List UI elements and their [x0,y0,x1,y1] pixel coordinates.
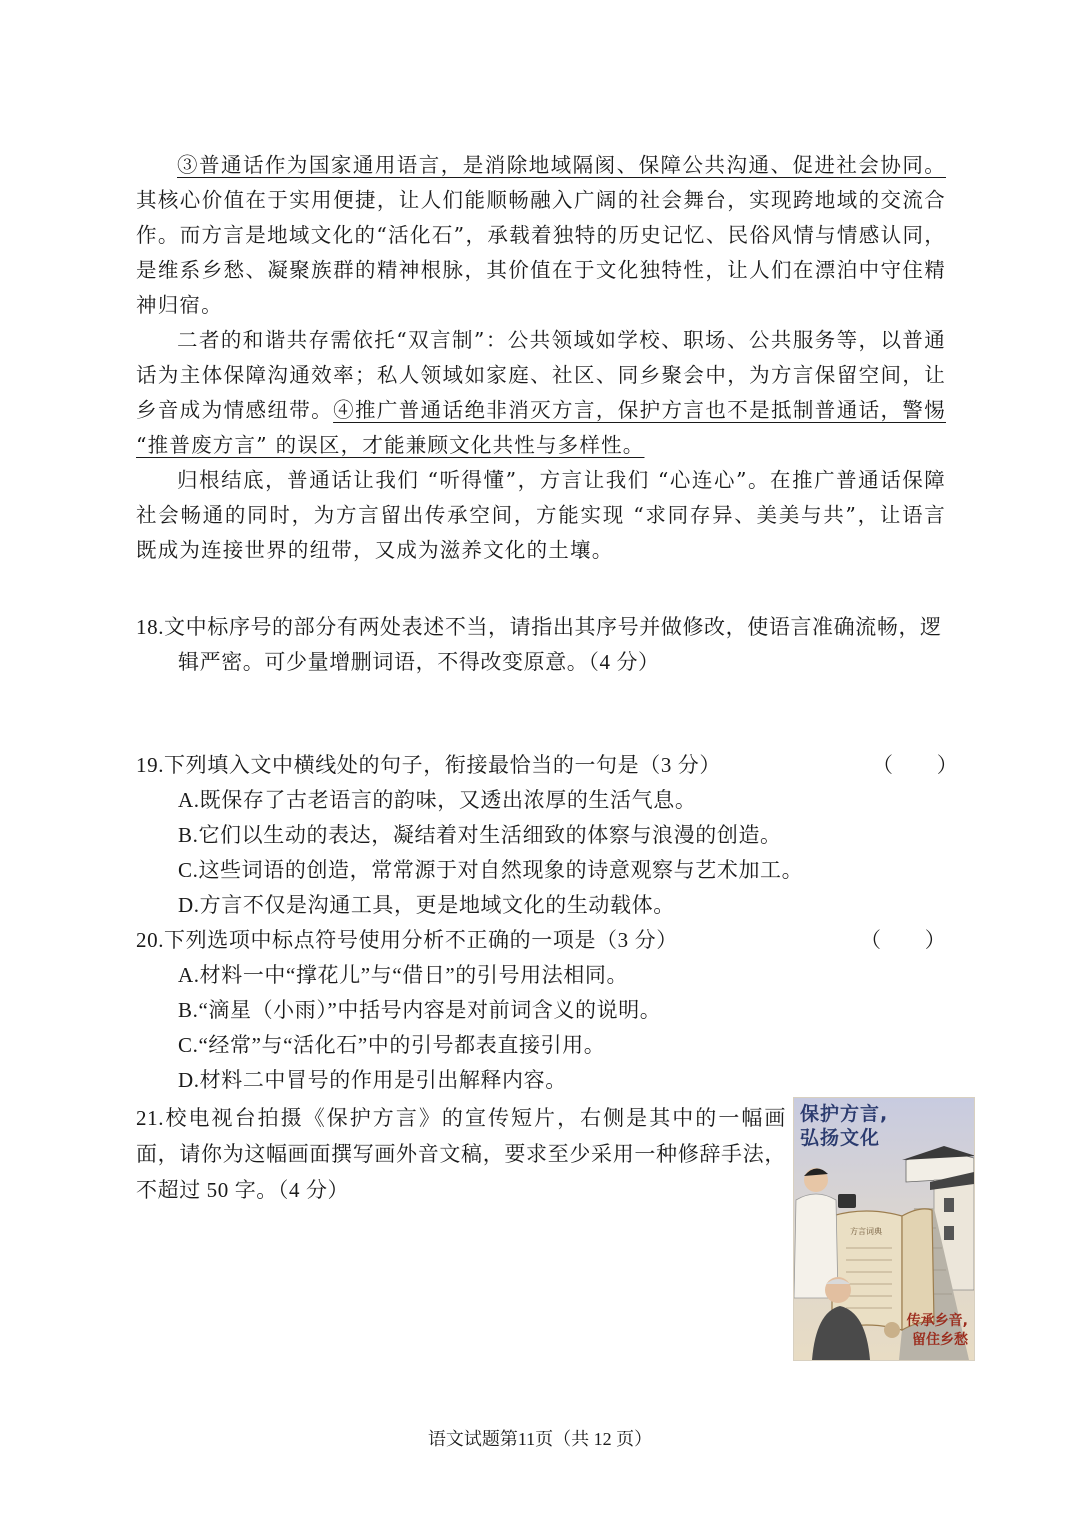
promo-poster [793,1097,975,1361]
book-title: 方言词典 [850,1227,882,1236]
passage-text: 二者的和谐共存需依托“双言制”：公共领域如学校、职场、公共服务等，以普通话为主体保障沟通效率；私人领域如家庭、社区、同乡聚会中，为方言保留空间，让乡音成为情感纽带。 [136,328,946,422]
passage-paragraph-1 [136,148,946,323]
poster-title-line-2: 弘扬文化 [800,1127,881,1149]
page-footer: 语文试题第11页（共 12 页） [427,1429,653,1449]
poster-slogan-line-2: 留住乡愁 [912,1332,968,1348]
question-21: 21.校电视台拍摄《保护方言》的宣传短片，右侧是其中的一幅画面，请你为这幅画面撰写画外音文稿，要求至少采用一种修辞手法，不超过 50 字。（4 分） [136,1106,786,1202]
underlined-sentence-4: ④推广普通话绝非消灭方言，保护方言也不是抵制普通话，警惕 “推普废方言” 的误区，才能兼顾文化共性与多样性。 [136,398,946,457]
question-19-stem [136,748,959,783]
teacup-icon [884,1322,900,1338]
question-19-stem-text: 19.下列填入文中横线处的句子，衔接最恰当的一句是（3 分） [136,753,721,777]
option-b: B.它们以生动的表达，凝结着对生活细致的体察与浪漫的创造。 [178,823,782,847]
passage-paragraph-3: 归根结底，普通话让我们 “听得懂”，方言让我们 “心连心”。在推广普通话保障社会畅通的同时，为方言留出传承空间，方能实现 “求同存异、美美与共”，让语言既成为连接世界的纽带，又成为滋养文化的土壤。 [136,468,946,562]
option-c: C.“经常”与“活化石”中的引号都表直接引用。 [178,1033,606,1057]
underlined-sentence-3: ③普通话作为国家通用语言，是消除地域隔阂、保障公共沟通、促进社会协同。 [177,153,946,177]
poster-title [800,1102,888,1150]
passage-text: 其核心价值在于实用便捷，让人们能顺畅融入广阔的社会舞台，实现跨地域的交流合作。而方言是地域文化的“活化石”，承载着独特的历史记忆、民俗风情与情感认同，是维系乡愁、凝聚族群的精神根脉，其价值在于文化独特性，让人们在漂泊中守住精神归宿。 [136,188,946,317]
passage-paragraph-2 [136,323,946,463]
question-18-line-2: 辑严密。可少量增删词语，不得改变原意。（4 分） [178,650,660,674]
answer-bracket-20[interactable]: （ ） [860,928,947,952]
phone-icon [838,1194,856,1208]
option-d: D.方言不仅是沟通工具，更是地域文化的生动载体。 [178,893,675,917]
question-18-line-1: 18.文中标序号的部分有两处表述不当，请指出其序号并做修改，使语言准确流畅，逻 [136,615,942,639]
question-20 [136,923,948,1098]
option-a: A.材料一中“撑花儿”与“借日”的引号用法相同。 [178,963,629,987]
answer-bracket-19[interactable]: （ ） [872,753,959,777]
poster-slogan-line-1: 传承乡音, [906,1313,968,1329]
option-c: C.这些词语的创造，常常源于对自然现象的诗意观察与艺术加工。 [178,858,804,882]
option-d: D.材料二中冒号的作用是引出解释内容。 [178,1068,567,1092]
poster-title-line-1: 保护方言, [800,1103,889,1125]
question-20-stem [136,923,948,958]
option-a: A.既保存了古老语言的韵味，又透出浓厚的生活气息。 [178,788,697,812]
question-20-stem-text: 20.下列选项中标点符号使用分析不正确的一项是（3 分） [136,928,678,952]
question-19 [136,748,959,923]
option-b: B.“滴星（小雨）”中括号内容是对前词含义的说明。 [178,998,662,1022]
poster-slogan [907,1312,968,1350]
question-18 [136,610,948,680]
passage [136,148,946,568]
